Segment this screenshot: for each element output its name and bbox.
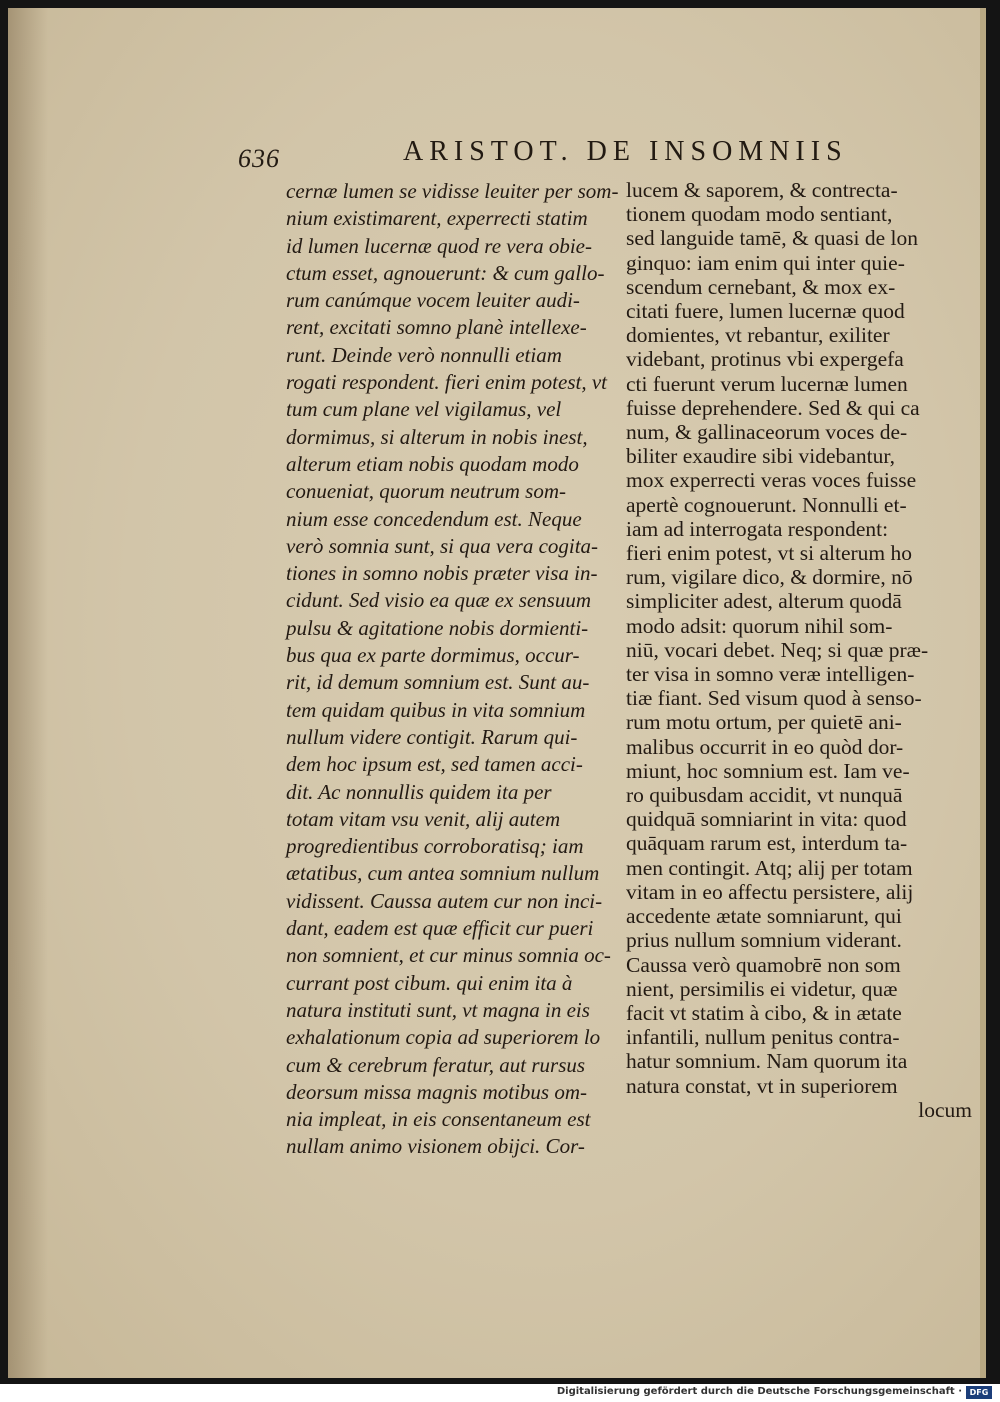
text-line: ter visa in somno veræ intelligen-: [626, 662, 915, 687]
text-line: non somnient, et cur minus somnia oc-: [286, 943, 611, 968]
right-column-latin-roman: [626, 178, 976, 1122]
text-line: facit vt statim à cibo, & in ætate: [626, 1000, 902, 1025]
text-line: rent, excitati somno planè intellexe-: [286, 315, 587, 340]
text-line: infantili, nullum penitus contra-: [626, 1025, 900, 1050]
text-line: accedente ætate somniarunt, qui: [626, 904, 902, 929]
dfg-logo: DFG: [966, 1386, 992, 1399]
text-line: tionem quodam modo sentiant,: [626, 202, 893, 227]
text-line: scendum cernebant, & mox ex-: [626, 274, 896, 299]
text-line: natura constat, vt in superiorem: [626, 1073, 898, 1098]
text-line: citati fuere, lumen lucernæ quod: [626, 299, 905, 324]
text-line: domientes, vt rebantur, exiliter: [626, 323, 890, 348]
text-line: vidissent. Caussa autem cur non inci-: [286, 888, 603, 913]
text-line: men contingit. Atq; alij per totam: [626, 855, 913, 880]
text-line: nium existimarent, experrecti statim: [286, 206, 588, 231]
text-line: mox experrecti veras voces fuisse: [626, 468, 917, 493]
text-line: simpliciter adest, alterum quodā: [626, 589, 902, 614]
text-line: dit. Ac nonnullis quidem ita per: [286, 779, 552, 804]
text-line: iam ad interrogata respondent:: [626, 516, 889, 541]
text-line: cum & cerebrum feratur, aut rursus: [286, 1052, 586, 1077]
text-line: id lumen lucernæ quod re vera obie-: [286, 233, 592, 258]
text-line: nullam animo visionem obijci. Cor-: [286, 1134, 585, 1159]
text-line: dem hoc ipsum est, sed tamen acci-: [286, 752, 583, 777]
text-line: bus qua ex parte dormimus, occur-: [286, 643, 580, 668]
page-number: 636: [238, 144, 280, 173]
text-line: Caussa verò quamobrē non som: [626, 952, 901, 977]
text-line: pulsu & agitatione nobis dormienti-: [286, 615, 589, 640]
text-line: deorsum missa magnis motibus om-: [286, 1079, 588, 1104]
text-line: cernæ lumen se vidisse leuiter per som-: [286, 179, 619, 203]
text-line: nia impleat, in eis consentaneum est: [286, 1107, 591, 1132]
text-line: miunt, hoc somnium est. Iam ve-: [626, 758, 910, 783]
running-title: ARISTOT. DE INSOMNIIS: [403, 136, 848, 167]
text-line: malibus occurrit in eo quòd dor-: [626, 734, 904, 759]
text-line: ro quibusdam accidit, vt nunquā: [626, 783, 903, 808]
text-line: modo adsit: quorum nihil som-: [626, 613, 893, 638]
book-page: [8, 8, 986, 1378]
digitization-footer: [0, 1384, 1000, 1402]
text-line: apertè cognouerunt. Nonnulli et-: [626, 492, 907, 517]
footer-credit: Digitalisierung gefördert durch die Deutsche Forschungsgemeinschaft ·: [556, 1386, 962, 1397]
text-line: rum motu ortum, per quietē ani-: [626, 710, 902, 735]
text-line: tiæ fiant. Sed visum quod à senso-: [626, 686, 922, 711]
text-line: verò somnia sunt, si qua vera cogita-: [286, 533, 599, 558]
text-line: nullum videre contigit. Rarum qui-: [286, 724, 578, 749]
text-line: prius nullum somnium viderant.: [626, 928, 902, 953]
text-line: ctum esset, agnouerunt: & cum gallo-: [286, 260, 605, 285]
text-line: quāquam rarum est, interdum ta-: [626, 831, 908, 856]
text-line: rum canúmque vocem leuiter audi-: [286, 288, 580, 313]
text-line: niū, vocari debet. Neq; si quæ præ-: [626, 637, 929, 662]
text-line: cti fuerunt verum lucernæ lumen: [626, 371, 908, 396]
text-line: quidquā somniarint in vita: quod: [626, 807, 907, 832]
text-line: currant post cibum. qui enim ita à: [286, 970, 573, 995]
text-line: videbant, protinus vbi expergefa: [626, 347, 904, 372]
left-column-latin-italic: [286, 178, 626, 1161]
page-header: [8, 136, 980, 176]
text-line: rogati respondent. fieri enim potest, vt: [286, 370, 607, 395]
text-line: tiones in somno nobis præter visa in-: [286, 561, 598, 586]
text-line: ætatibus, cum antea somnium nullum: [286, 861, 600, 886]
text-line: natura instituti sunt, vt magna in eis: [286, 997, 590, 1022]
text-line: fuisse deprehendere. Sed & qui ca: [626, 395, 920, 420]
text-line: ginquo: iam enim qui inter quie-: [626, 250, 905, 275]
text-line: nient, persimilis ei videtur, quæ: [626, 976, 898, 1001]
text-line: lucem & saporem, & contrecta-: [626, 178, 898, 202]
text-line: progredientibus corroboratisq; iam: [286, 834, 584, 859]
text-line: sed languide tamē, & quasi de lon: [626, 226, 918, 251]
text-line: dormimus, si alterum in nobis inest,: [286, 424, 588, 449]
text-line: cidunt. Sed visio ea quæ ex sensuum: [286, 588, 592, 613]
text-line: rit, id demum somnium est. Sunt au-: [286, 670, 590, 695]
text-line: hatur somnium. Nam quorum ita: [626, 1049, 908, 1074]
text-line: vitam in eo affectu persistere, alij: [626, 879, 914, 904]
text-line: tem quidam quibus in vita somnium: [286, 697, 586, 722]
text-line: fieri enim potest, vt si alterum ho: [626, 541, 913, 566]
text-line: runt. Deinde verò nonnulli etiam: [286, 342, 562, 367]
catchword: locum: [918, 1097, 972, 1122]
text-line: alterum etiam nobis quodam modo: [286, 451, 579, 476]
text-line: conueniat, quorum neutrum som-: [286, 479, 566, 504]
text-line: nium esse concedendum est. Neque: [286, 506, 582, 531]
text-line: dant, eadem est quæ efficit cur pueri: [286, 916, 594, 941]
text-line: num, & gallinaceorum voces de-: [626, 420, 908, 445]
text-line: totam vitam vsu venit, alij autem: [286, 806, 561, 831]
text-line: exhalationum copia ad superiorem lo: [286, 1025, 601, 1050]
text-line: tum cum plane vel vigilamus, vel: [286, 397, 562, 422]
text-line: rum, vigilare dico, & dormire, nō: [626, 565, 913, 590]
text-line: biliter exaudire sibi videbantur,: [626, 444, 896, 469]
